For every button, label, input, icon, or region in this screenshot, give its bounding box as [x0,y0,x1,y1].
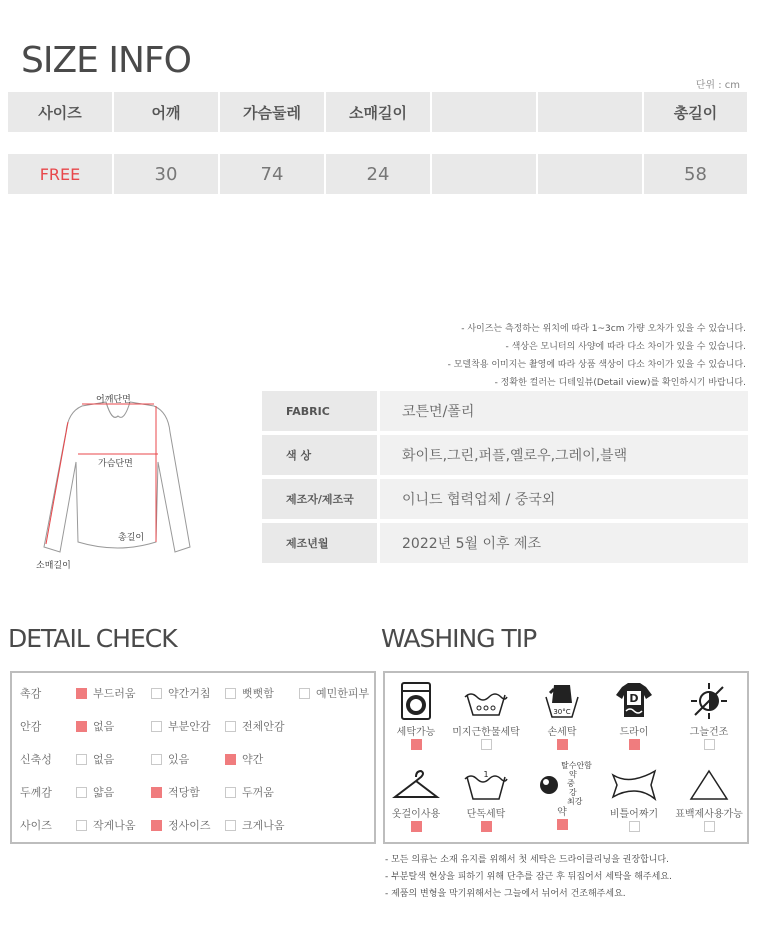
color-row [262,435,748,475]
checkbox-checked[interactable] [411,821,422,832]
bleach-icon [687,767,731,803]
washing-tip-title: WASHING TIP [381,624,537,653]
dry-clean-icon [614,681,654,721]
washing-notes [385,852,672,903]
checkbox-checked[interactable] [225,754,236,765]
wash-note-line: - 모든 의류는 소재 유지를 위해서 첫 세탁은 드라이클리닝을 권장합니다. [385,855,669,865]
detail-option[interactable]: 없음 [76,751,114,767]
size-header-cell: 가슴둘레 [220,92,324,132]
size-notes [448,320,746,392]
lukewarm-wash-icon [461,681,511,721]
length-label: 총길이 [118,533,145,543]
maker-label: 제조자/제조국 [262,479,377,519]
checkbox[interactable] [225,787,236,798]
size-value-cell: 30 [114,154,218,194]
maker-value: 이니드 협력업체 / 중국외 [380,479,748,519]
detail-row-label: 신축성 [20,753,52,766]
size-value-cell [538,154,642,194]
note-line: - 모델착용 이미지는 촬영에 따라 상품 색상이 다소 차이가 있을 수 있습니다. [447,360,746,370]
hanger-icon [391,767,441,803]
spin-level: 최강 [567,797,583,806]
spin-off-label: 탈수안함 [561,761,592,770]
wash-item: D 드라이 [599,681,669,750]
detail-row-label: 두께감 [20,786,52,799]
checkbox-checked[interactable] [76,721,87,732]
spin-level: 중 [567,779,575,788]
size-table-header [8,92,747,132]
color-label: 색 상 [262,435,377,475]
checkbox[interactable] [225,820,236,831]
note-line: - 색상은 모니터의 사양에 따라 다소 차이가 있을 수 있습니다. [505,342,746,352]
checkbox[interactable] [151,721,162,732]
tshirt-outline-icon [30,392,210,572]
detail-option[interactable]: 예민한피부 [299,685,369,701]
spin-level: 강 [569,788,577,797]
checkbox-checked[interactable] [151,820,162,831]
fabric-value: 코튼면/폴리 [380,391,748,431]
wash-note-line: - 제품의 변형을 막기위해서는 그늘에서 뉘어서 건조해주세요. [385,889,626,899]
detail-option[interactable]: 크게나옴 [225,817,285,833]
size-info-title: SIZE INFO [21,40,191,81]
detail-row-label: 촉감 [20,687,42,700]
detail-option[interactable]: 약간거침 [151,685,211,701]
detail-check-title: DETAIL CHECK [8,624,177,653]
wash-item: 미지근한물세탁 [451,681,521,750]
shoulder-label: 어깨단면 [96,395,131,405]
detail-option[interactable]: 약간 [225,751,263,767]
checkbox[interactable] [76,754,87,765]
detail-option[interactable]: 부드러움 [76,685,136,701]
wash-item: 탈수안함 약 중 강 최강 약 [527,761,597,830]
checkbox[interactable] [151,754,162,765]
checkbox-checked[interactable] [76,688,87,699]
detail-option[interactable]: 정사이즈 [151,817,211,833]
checkbox[interactable] [299,688,310,699]
detail-option[interactable]: 적당함 [151,784,200,800]
checkbox[interactable] [225,688,236,699]
wash-item: 30°C 손세탁 [527,681,597,750]
detail-option[interactable]: 없음 [76,718,114,734]
fabric-label: FABRIC [262,391,377,431]
note-line: - 사이즈는 측정하는 위치에 따라 1~3cm 가량 오차가 있을 수 있습니다. [461,324,746,334]
unit-label: 단위 : cm [695,80,740,91]
separate-mark: 1 [483,770,489,779]
checkbox-checked[interactable] [557,819,568,830]
detail-option[interactable]: 있음 [151,751,189,767]
size-value-cell: 24 [326,154,430,194]
wash-item: 1 단독세탁 [451,767,521,832]
dry-clean-mark: D [629,692,639,705]
color-value: 화이트,그린,퍼플,옐로우,그레이,블랙 [380,435,748,475]
size-header-cell [432,92,536,132]
detail-check-box [10,671,376,844]
fabric-row [262,391,748,431]
chest-label: 가슴단면 [98,459,133,469]
wash-item: 세탁가능 [381,681,451,750]
checkbox-checked[interactable] [481,821,492,832]
checkbox[interactable] [629,821,640,832]
fabric-table [262,391,748,567]
checkbox[interactable] [225,721,236,732]
temperature-mark: 30°C [553,708,571,716]
detail-row [12,782,374,802]
size-header-cell: 소매길이 [326,92,430,132]
washing-machine-icon [399,681,433,721]
checkbox-checked[interactable] [557,739,568,750]
checkbox-checked[interactable] [629,739,640,750]
detail-option[interactable]: 부분안감 [151,718,211,734]
date-value: 2022년 5월 이후 제조 [380,523,748,563]
spin-levels [561,761,592,806]
checkbox[interactable] [481,739,492,750]
checkbox[interactable] [76,787,87,798]
detail-row [12,683,374,703]
checkbox[interactable] [76,820,87,831]
detail-row-label: 안감 [20,720,42,733]
size-header-cell: 총길이 [644,92,747,132]
maker-row [262,479,748,519]
size-value-cell: FREE [8,154,112,194]
size-header-cell: 어깨 [114,92,218,132]
sleeve-label: 소매길이 [36,561,71,571]
wash-item: 그늘건조 [674,681,744,750]
size-table-values [8,154,747,194]
detail-row [12,815,374,835]
wash-item: 표백제사용가능 [674,767,744,832]
detail-row-label: 사이즈 [20,819,52,832]
checkbox[interactable] [704,739,715,750]
wring-icon [609,767,659,803]
checkbox[interactable] [704,821,715,832]
size-header-cell [538,92,642,132]
washing-tip-box [383,671,749,844]
detail-option[interactable]: 작게나옴 [76,817,136,833]
separate-wash-icon [461,767,511,803]
date-label: 제조년월 [262,523,377,563]
checkbox-checked[interactable] [411,739,422,750]
detail-row [12,749,374,769]
garment-diagram [30,392,210,572]
size-value-cell: 74 [220,154,324,194]
checkbox-checked[interactable] [151,787,162,798]
size-value-cell: 58 [644,154,747,194]
shade-dry-icon [689,681,729,721]
size-value-cell [432,154,536,194]
detail-option[interactable]: 얇음 [76,784,114,800]
detail-option[interactable]: 전체안감 [225,718,285,734]
hand-wash-icon [540,681,584,721]
checkbox[interactable] [151,688,162,699]
wash-note-line: - 부분탈색 현상을 피하기 위해 단추를 잠근 후 뒤집어서 세탁을 해주세요. [385,872,672,882]
detail-option[interactable]: 뻣뻣함 [225,685,274,701]
detail-option[interactable]: 두꺼움 [225,784,274,800]
detail-row [12,716,374,736]
wash-item: 비틀어짜기 [599,767,669,832]
note-line: - 정확한 컬러는 디테일뷰(Detail view)를 확인하시기 바랍니다. [494,378,746,388]
size-header-cell: 사이즈 [8,92,112,132]
spin-level: 약 [569,770,577,779]
date-row [262,523,748,563]
wash-item: 옷걸이사용 [381,767,451,832]
